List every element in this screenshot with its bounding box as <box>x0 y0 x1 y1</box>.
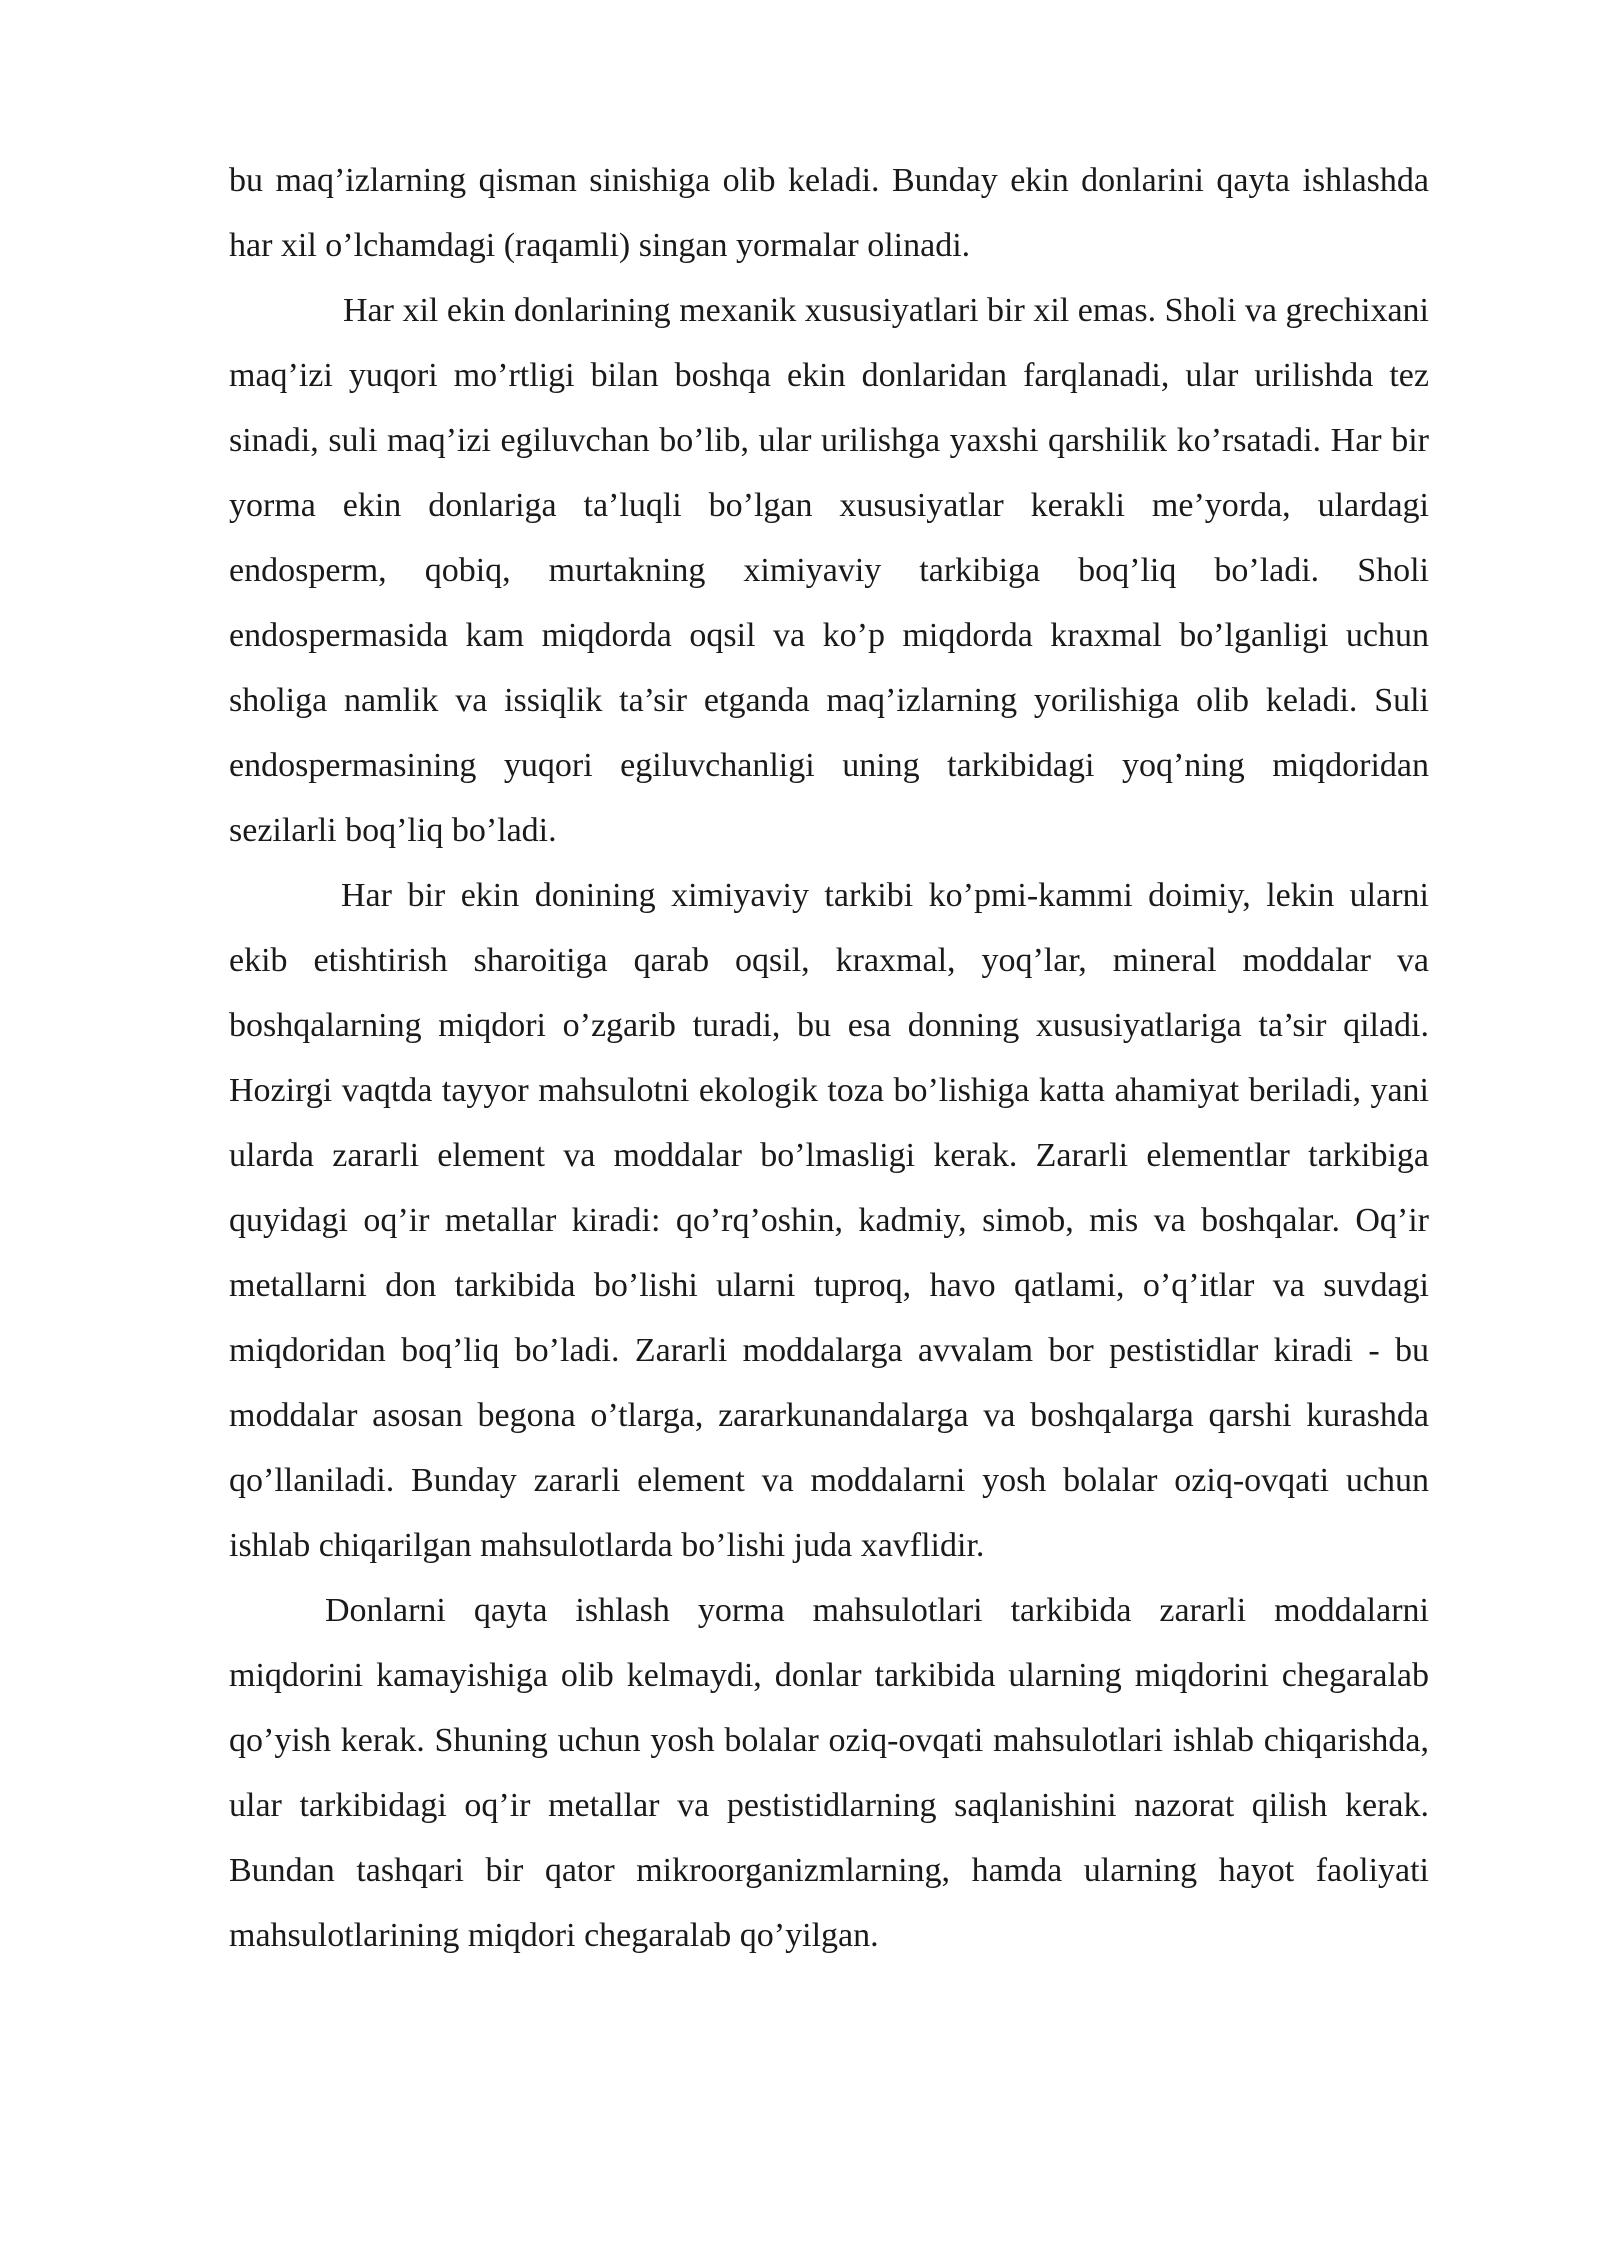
paragraph-4: Donlarni qayta ishlash yorma mahsulotlari tarkibida zararli moddalarni miqdorini kamayishiga olib kelmaydi, donlar tarkibida ularning miqdorini chegaralab qo’yish kerak. Shuning uchun yosh bolalar oziq-ovqati mahsulotlari ishlab chiqarishda, ular tarkibidagi oq’ir metallar va pestistidlarning saqlanishini nazorat qilish kerak. Bundan tashqari bir qator mikroorganizmlarning, hamda ularning hayot faoliyati mahsulotlarining miqdori chegaralab qo’yilgan. <box>229 1592 1429 1954</box>
paragraph-2: Har xil ekin donlarining mexanik xususiyatlari bir xil emas. Sholi va grechixani maq’izi yuqori mo’rtligi bilan boshqa ekin donlaridan farqlanadi, ular urilishda tez sinadi, suli maq’izi egiluvchan bo’lib, ular urilishga yaxshi qarshilik ko’rsatadi. Har bir yorma ekin donlariga ta’luqli bo’lgan xususiyatlar kerakli me’yorda, ulardagi endosperm, qobiq, murtakning ximiyaviy tarkibiga boq’liq bo’ladi. Sholi endospermasida kam miqdorda oqsil va ko’p miqdorda kraxmal bo’lganligi uchun sholiga namlik va issiqlik ta’sir etganda maq’izlarning yorilishiga olib keladi. Suli endospermasining yuqori egiluvchanligi uning tarkibidagi yoq’ning miqdoridan sezilarli boq’liq bo’ladi. <box>229 292 1429 849</box>
body-text <box>229 148 1429 1968</box>
paragraph-3: Har bir ekin donining ximiyaviy tarkibi ko’pmi-kammi doimiy, lekin ularni ekib etishtirish sharoitiga qarab oqsil, kraxmal, yoq’lar, mineral moddalar va boshqalarning miqdori o’zgarib turadi, bu esa donning xususiyatlariga ta’sir qiladi. Hozirgi vaqtda tayyor mahsulotni ekologik toza bo’lishiga katta ahamiyat beriladi, yani ularda zararli element va moddalar bo’lmasligi kerak. Zararli elementlar tarkibiga quyidagi oq’ir metallar kiradi: qo’rq’oshin, kadmiy, simob, mis va boshqalar. Oq’ir metallarni don tarkibida bo’lishi ularni tuproq, havo qatlami, o’q’itlar va suvdagi miqdoridan boq’liq bo’ladi. Zararli moddalarga avvalam bor pestistidlar kiradi - bu moddalar asosan begona o’tlarga, zararkunandalarga va boshqalarga qarshi kurashda qo’llaniladi. Bunday zararli element va moddalarni yosh bolalar oziq-ovqati uchun ishlab chiqarilgan mahsulotlarda bo’lishi juda xavflidir. <box>229 877 1429 1564</box>
paragraph-1: bu maq’izlarning qisman sinishiga olib keladi. Bunday ekin donlarini qayta ishlashda har xil o’lchamdagi (raqamli) singan yormalar olinadi. <box>229 162 1429 264</box>
